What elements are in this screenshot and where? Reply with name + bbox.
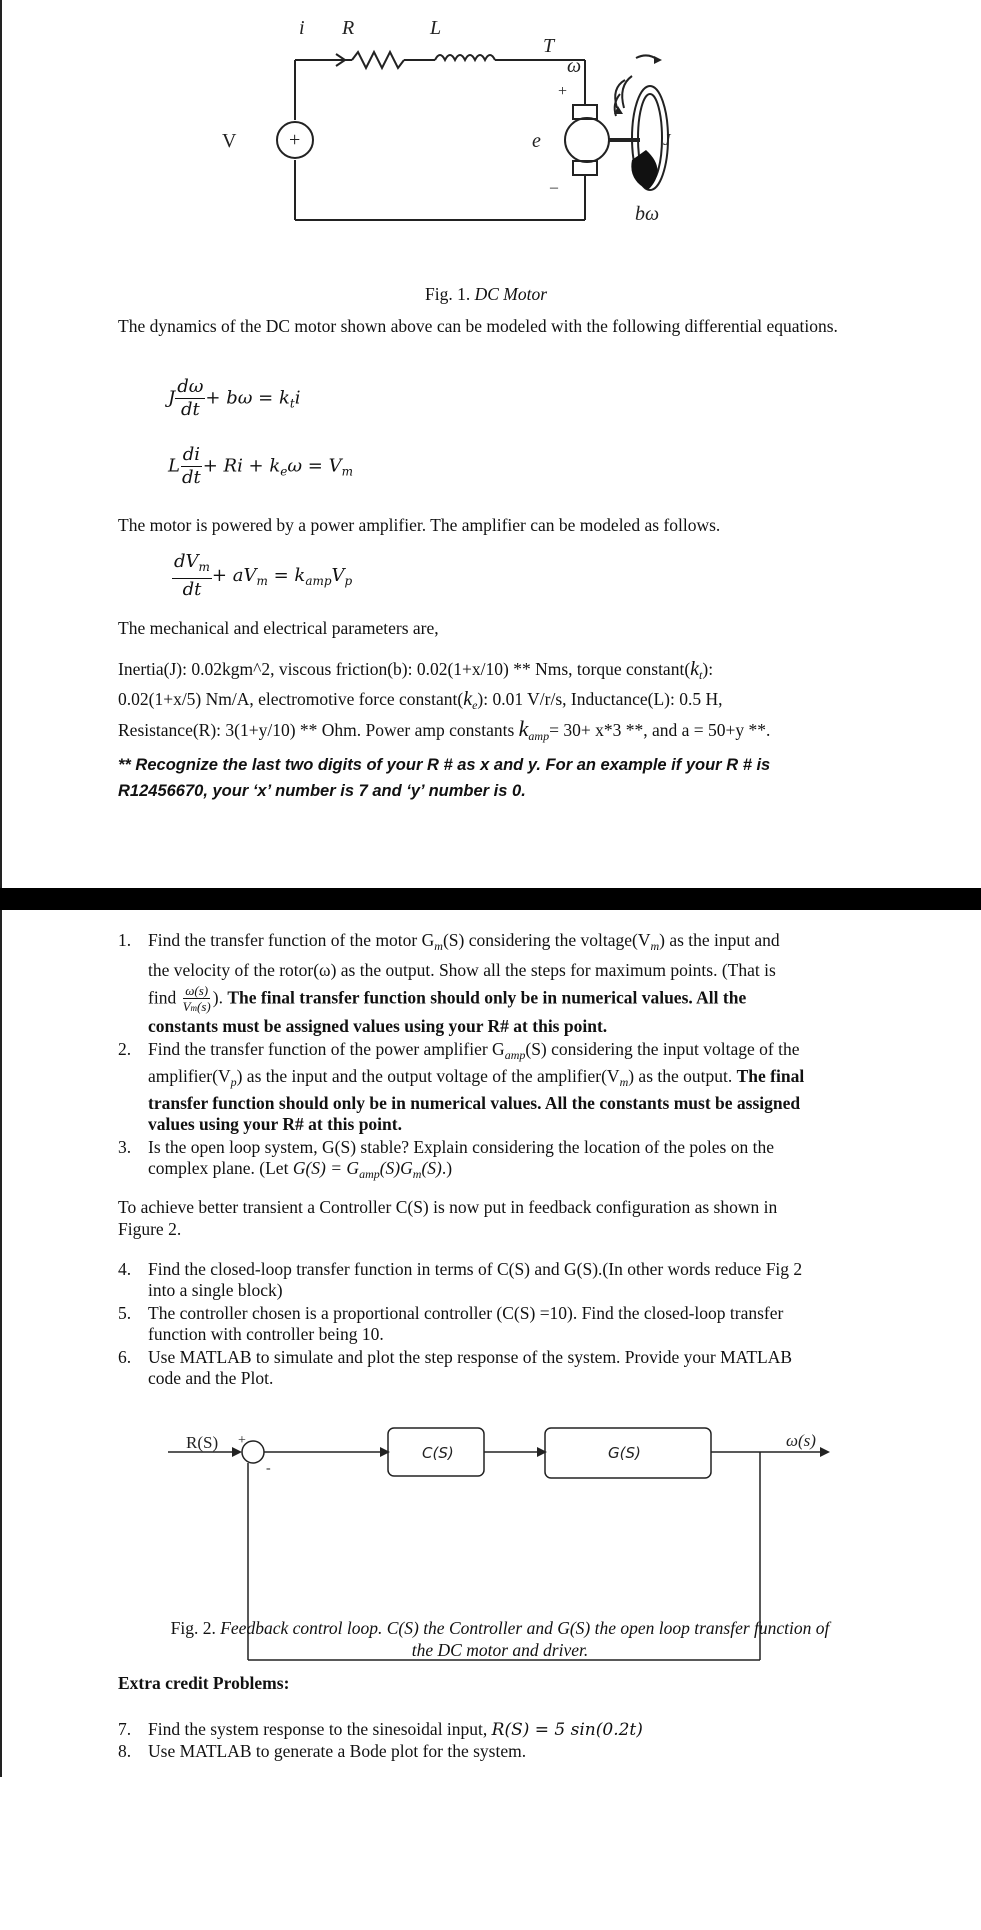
questions-1-3 [118,930,878,1185]
label-V: V [222,130,237,152]
label-motor-minus: – [550,179,558,196]
equation-mechanical: J $\frac{d\omega}{dt}$ + $b\omega = k_ti$ [168,376,301,420]
amp-intro: The motor is powered by a power amplifier. The amplifier can be modeled as follows. [118,515,721,535]
page-separator [0,888,981,910]
question-5: 5. The controller chosen is a proportional controller (C(S) =10). Find the closed-loop transfer function with controller being 10. [118,1303,784,1344]
label-b-omega: bω [635,203,660,225]
question-2: 2. Find the transfer function of the power amplifier $G_{amp}(S)$ considering the input voltage of the $amplifier(V_p)$ as the input and the output voltage of the $amplifier(V_m)$ as the output. The final transfer function should only be in numerical values. All the constants must be assigned values using your R# at this point. [118,1039,805,1134]
label-J: J [663,130,671,149]
fig1-caption: Fig. 1. DC Motor [425,284,548,304]
motor-armature [565,118,609,162]
extra-credit-list [118,1719,918,1762]
label-omega: ω [567,55,582,77]
intro-paragraph: The dynamics of the DC motor shown above can be modeled with the following differential equations. [118,316,838,336]
question-6: 6. Use MATLAB to simulate and plot the step response of the system. Provide your MATLAB code and the Plot. [118,1347,793,1388]
question-3: 3. Is the open loop system, G(S) stable? Explain considering the location of the poles on the complex plane. (Let $G(S) = G_{amp}(S)G_m(S)$.) [118,1137,774,1181]
inductor [435,55,495,60]
question-7: 7. Find the system response to the sinesoidal input, R(S) = 5 sin(0.2t) [118,1719,643,1740]
label-i: i [299,17,305,39]
label-source-plus: + [289,129,301,151]
label-gs: G(S) [608,1444,641,1462]
question-8: 8. Use MATLAB to generate a Bode plot for the system. [118,1741,527,1761]
label-sum-plus: + [238,1433,246,1448]
left-border [0,0,2,888]
label-rs: R(S) [186,1433,219,1452]
label-R: R [342,17,355,39]
transition-paragraph: To achieve better transient a Controller C(S) is now put in feedback configuration as shown in Figure 2. [118,1197,778,1239]
params-line-2: 0.02(1+x/5) Nm/A, electromotive force $constant(k_e)$: 0.01 V/r/s, Inductance(L): 0.5 H, [118,688,723,712]
params-intro: The mechanical and electrical parameters are, [118,618,439,638]
label-L: L [430,17,442,39]
equation-amplifier: $\frac{dV_m}{dt}$ + $aV_m = k_{amp}V_p$ [174,551,353,600]
friction-shading [631,150,657,190]
label-T: T [543,35,555,57]
questions-4-6 [118,1259,888,1389]
fig2-caption: Fig. 2. Feedback control loop. C(S) the Controller and G(S) the open loop transfer function of the DC motor and driver. [170,1618,830,1660]
label-cs: C(S) [422,1444,454,1462]
left-border-lower [0,910,2,1777]
dc-motor-circuit-diagram [222,10,690,235]
resistor [352,52,404,68]
params-block [118,657,978,748]
question-1: 1. Find the transfer function of the motor $G_m(S)$ considering the $voltage(V_m)$ as the input and the velocity of the rotor(ω) as the output. Show all the steps for maximum points. (That is find $\frac{\omega(s)}{Vm(s)}$ ). The final transfer function should only be in numerical values. All the constants must be assigned values using your R# at this point. [118,930,780,1036]
rnumber-note: ** Recognize the last two digits of your R # as x and y. For an example if your R # is R12456670, your ‘x’ number is 7 and ‘y’ number is 0. [118,756,771,800]
motor-brush-bottom [573,161,597,175]
equation-electrical: L $\frac{di}{dt}$ + $Ri + k_e\omega = V_m$ [168,444,353,488]
motor-brush-top [573,105,597,119]
label-ws: ω(s) [786,1431,816,1450]
params-line-3: Resistance(R): 3(1+y/10) ** Ohm. Power amp constants $k_{amp}= 30+ x*3$ **, and a = 50+y **. [118,716,771,743]
question-4: 4. Find the closed-loop transfer function in terms of C(S) and G(S).(In other words reduce Fig 2 into a single block) [118,1259,803,1300]
extra-credit-title: Extra credit Problems: [118,1673,290,1693]
label-e: e [532,130,541,152]
label-motor-plus: + [558,83,568,100]
params-line-1: Inertia(J): 0.02kgm^2, viscous friction(b): 0.02(1+x/10) ** Nms, torque $constant(k_t)$: [118,658,714,682]
label-sum-minus: - [266,1461,271,1476]
